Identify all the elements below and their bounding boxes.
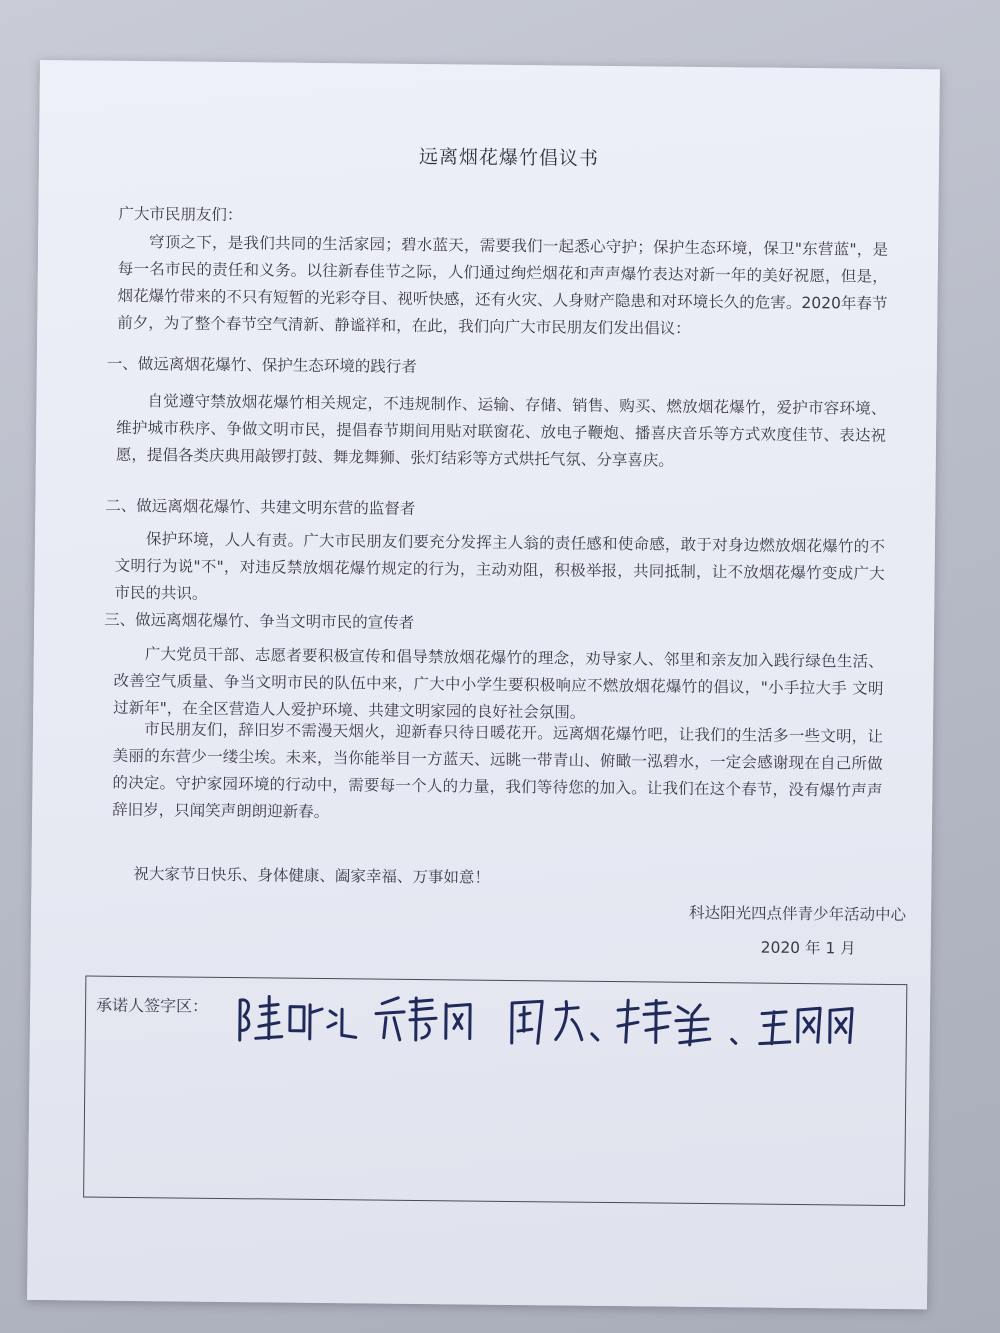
paragraph-section-1: 自觉遵守禁放烟花爆竹相关规定，不违规制作、运输、存储、销售、购买、燃放烟花爆竹，爱护市容环境、维护城市秩序、争做文明市民，提倡春节期间用贴对联窗花、放电子鞭炮、播喜庆音乐等方式欢度佳节、表达祝愿，提倡各类庆典用敲锣打鼓、舞龙舞狮、张灯结彩等方式烘托气氛、分享喜庆。	[115, 392, 887, 470]
signature-5	[760, 1008, 852, 1045]
section-heading-3: 三、做远离烟花爆竹、争当文明市民的宣传者	[104, 610, 415, 632]
signature-3	[512, 1001, 598, 1044]
organization-name: 科达阳光四点伴青少年活动中心	[688, 903, 907, 925]
signature-label: 承诺人签字区：	[96, 995, 209, 1016]
paragraph-section-2: 保护环境，人人有责。广大市民朋友们要充分发挥主人翁的责任感和使命感，敢于对身边燃放烟花爆竹的不文明行为说"不"，对违反禁放烟花爆竹规定的行为，主动劝阻，积极举报，共同抵制，让不放烟花爆竹变成广大市民的共识。	[114, 530, 886, 603]
document-content	[104, 61, 910, 958]
signature-4	[618, 1000, 736, 1045]
paragraph-closing: 市民朋友们，辞旧岁不需漫天烟火，迎新春只待日暖花开。远离烟花爆竹吧，让我们的生活多一些文明，让美丽的东营少一缕尘埃。未来，当你能举目一方蓝天、远眺一带青山、俯瞰一泓碧水，一定会感谢现在自己所做的决定。守护家园环境的行动中，需要每一个人的力量，我们等待您的加入。让我们在这个春节，没有爆竹声声辞旧岁，只闻笑声朗朗迎新春。	[112, 720, 884, 822]
signature-1	[240, 996, 356, 1041]
section-heading-1: 一、做远离烟花爆竹、保护生态环境的践行者	[106, 354, 417, 376]
paragraph-intro: 穹顶之下，是我们共同的生活家园；碧水蓝天，需要我们一起悉心守护；保护生态环境，保卫"东营蓝"，是每一名市民的责任和义务。以往新春佳节之际，人们通过绚烂烟花和声声爆竹表达对新一年的美好祝愿，但是，烟花爆竹带来的不只有短暂的光彩夺目、视听快感，还有火灾、人身财产隐患和对环境长久的危害。2020年春节前夕，为了整个春节空气清新、静谧祥和，在此，我们向广大市民朋友们发出倡议：	[117, 233, 889, 338]
signature-box	[83, 976, 907, 1207]
paragraph-section-3: 广大党员干部、志愿者要积极宣传和倡导禁放烟花爆竹的理念，劝导家人、邻里和亲友加入践行绿色生活、改善空气质量、争当文明市民的队伍中来，广大中小学生要积极响应不燃放烟花爆竹的倡议，"小手拉大手 文明过新年"，在全区营造人人爱护环境、共建文明家园的良好社会氛围。	[113, 645, 884, 722]
wishes-line: 祝大家节日快乐、身体健康、阖家幸福、万事如意！	[133, 865, 491, 887]
section-heading-2: 二、做远离烟花爆竹、共建文明东营的监督者	[105, 496, 416, 518]
document-paper	[27, 60, 940, 1309]
handwritten-signatures	[226, 982, 887, 1059]
document-title: 远离烟花爆竹倡议书	[418, 145, 600, 170]
document-date: 2020 年 1 月	[760, 938, 856, 958]
salutation: 广大市民朋友们：	[118, 204, 243, 225]
signature-2	[376, 998, 470, 1041]
